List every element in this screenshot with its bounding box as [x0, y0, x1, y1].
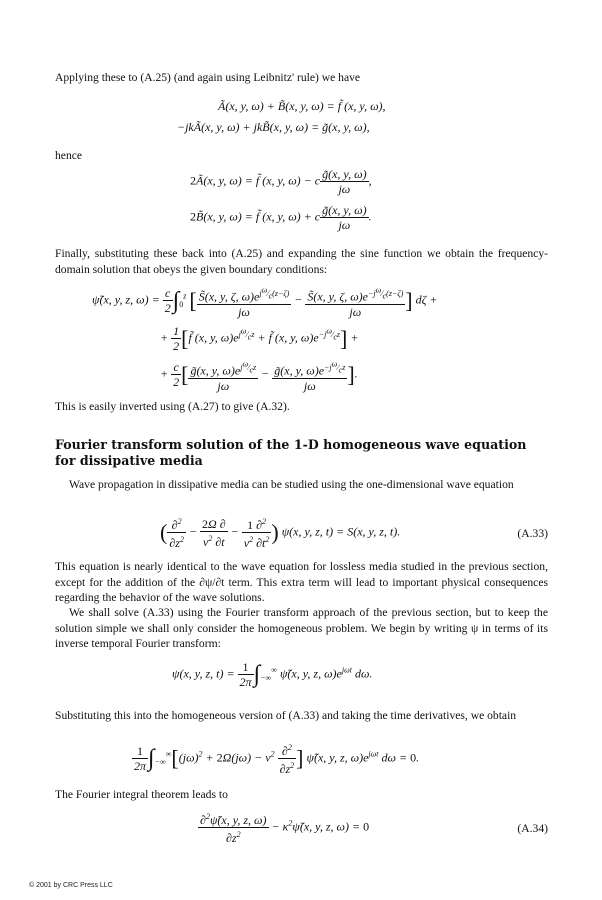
paragraph-finally: Finally, substituting these back into (A.25) and expanding the sine function we obtain the frequency-domain solution that obeys the given boundary conditions: — [55, 247, 548, 276]
equation-difference: −jkÃ(x, y, ω) + jkB̃(x, y, ω) = g̃(x, y, ω), — [177, 120, 370, 134]
paragraph-inverted: This is easily inverted using (A.27) to give (A.32). — [55, 400, 290, 413]
equation-frequency-solution-line1: ψ̃(x, y, z, ω) = $\frac{c}{2}$ $\int_0^z$ [ $\frac{S̃(x, y, \zeta, \omega)e^{j^\omega⁄_c(z-\zeta)}}{j\omega}$ − $\frac{S̃(x, y, \zeta, \omega)e^{-j^\omega⁄_c(z-\zeta)}}{j\omega}$ ] dζ + — [92, 285, 438, 319]
copyright-footer: © 2001 by CRC Press LLC — [29, 882, 113, 889]
equation-sum: Ã(x, y, ω) + B̃(x, y, ω) = f̃ (x, y, ω), — [218, 99, 386, 113]
section-heading: Fourier transform solution of the 1-D homogeneous wave equation for dissipative media — [55, 437, 527, 468]
equation-number-a33: (A.33) — [517, 527, 548, 540]
equation-wave-dissipative: ( $\frac{\partial^2}{\partial z^2}$ − $\frac{2\Omega \partial}{v^2 \partial t}$ − $\frac{1 \partial^2}{v^2 \partial t^2}$ ) ψ(x, y, z, t) = S(x, y, z, t). — [160, 516, 401, 550]
paragraph-fourier-integral: The Fourier integral theorem leads to — [55, 788, 228, 801]
paragraph-substituting: Substituting this into the homogeneous version of (A.33) and taking the time derivatives, we obtain — [55, 709, 517, 722]
equation-frequency-solution-line3: + $\frac{c}{2}$ [ $\frac{g̃(x, y, \omega)e^{j^\omega⁄_cz}}{j\omega}$ − $\frac{g̃(x, y, \omega)e^{-j^\omega⁄_cz}}{j\omega}$ ]. — [160, 359, 358, 393]
paragraph-solve: We shall solve (A.33) using the Fourier transform approach of the previous section, but to keep the solution simple we shall only consider the homogeneous problem. We begin by writing ψ in terms of its inverse temporal Fourier transform: — [55, 606, 548, 650]
equation-inverse-fourier: ψ(x, y, z, t) = $\frac{1}{2\pi}$ $\int_{-\infty}^\infty$ ψ̃(x, y, z, $\omega)e^{j\omega t}$ dω. — [172, 660, 373, 689]
paragraph-leibnitz: Applying these to (A.25) (and again using Leibnitz' rule) we have — [55, 71, 361, 84]
equation-2B: 2B̃(x, y, ω) = f̃ (x, y, ω) + c $\frac{g̃(x, y, \omega)}{j\omega}$ . — [190, 203, 372, 232]
paragraph-hence: hence — [55, 149, 83, 162]
equation-integral-homogeneous: $\frac{1}{2\pi}$ $\int_{-\infty}^\infty[(j\omega)^2 + 2\Omega(j\omega) - v^2$ $\frac{\partial^2}{\partial z^2}$ ] ψ̃(x, y, z, $\omega)e^{j\omega t}$ dω = 0. — [134, 743, 420, 776]
equation-number-a34: (A.34) — [517, 822, 548, 835]
paragraph-nearly-identical: This equation is nearly identical to the wave equation for lossless media studied in the previous section, except for the addition of the ∂ψ/∂t term. This extra term will lead to important physical consequences regarding the behavior of the wave solutions. — [55, 560, 548, 604]
equation-frequency-solution-line2: + $\frac{1}{2}$ [f̃ (x, y, $\omega)e^{j^\omega⁄_cz}$ + f̃ (x, y, $\omega)e^{-j^\omega⁄_cz}$] + — [160, 324, 359, 354]
equation-helmholtz: $\frac{\partial^2\psĩ(x, y, z, \omega)}{\partial z^2}$ − $\kappa^2\psĩ(x$, y, z, ω) = 0 — [200, 812, 370, 845]
equation-2A: 2Ã(x, y, ω) = f̃ (x, y, ω) − c $\frac{g̃(x, y, \omega)}{j\omega}$ , — [190, 167, 372, 196]
paragraph-wave-propagation: Wave propagation in dissipative media can be studied using the one-dimensional wave equation — [69, 478, 514, 491]
